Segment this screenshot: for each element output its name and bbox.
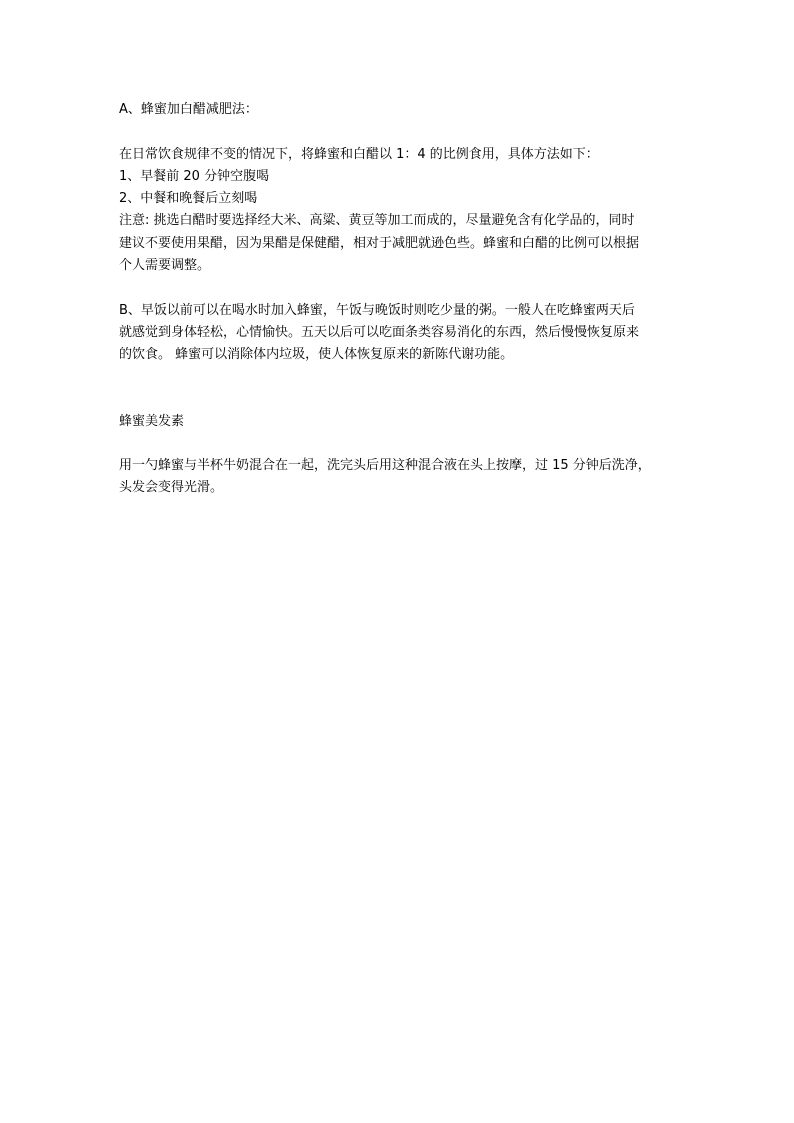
- step-2: 2、中餐和晚餐后立刻喝: [119, 191, 258, 207]
- note-line-2: 建议不要使用果醋，因为果醋是保健醋，相对于减肥就逊色些。蜂蜜和白醋的比例可以根据: [119, 235, 640, 251]
- document-body: [119, 99, 679, 500]
- blank-line: [119, 121, 679, 143]
- blank-lines: [119, 367, 679, 411]
- hair-section-heading: 蜂蜜美发素: [119, 413, 185, 429]
- section-a-heading: A、蜂蜜加白醋减肥法：: [119, 102, 258, 117]
- section-b-line-2: 就感觉到身体轻松，心情愉快。五天以后可以吃面条类容易消化的东西，然后慢慢恢复原来: [119, 324, 640, 340]
- step-1: 1、早餐前 20 分钟空腹喝: [119, 168, 270, 184]
- blank-line: [119, 433, 679, 455]
- section-a-intro: 在日常饮食规律不变的情况下，将蜂蜜和白醋以 1：4 的比例食用，具体方法如下：: [119, 146, 599, 162]
- note-line-1: 注意: 挑选白醋时要选择经大米、高粱、黄豆等加工而成的，尽量避免含有化学品的，同时: [119, 213, 635, 229]
- note-line-3: 个人需要调整。: [119, 258, 211, 274]
- hair-section-line-2: 头发会变得光滑。: [119, 480, 224, 496]
- section-b-line-1: B、早饭以前可以在喝水时加入蜂蜜，午饭与晚饭时则吃少量的粥。一般人在吃蜂蜜两天后: [119, 302, 635, 318]
- section-b-line-3: 的饮食。 蜂蜜可以消除体内垃圾，使人体恢复原来的新陈代谢功能。: [119, 347, 514, 363]
- blank-line: [119, 277, 679, 299]
- hair-section-line-1: 用一勺蜂蜜与半杯牛奶混合在一起，洗完头后用这种混合液在头上按摩，过 15 分钟后洗净，: [119, 458, 651, 474]
